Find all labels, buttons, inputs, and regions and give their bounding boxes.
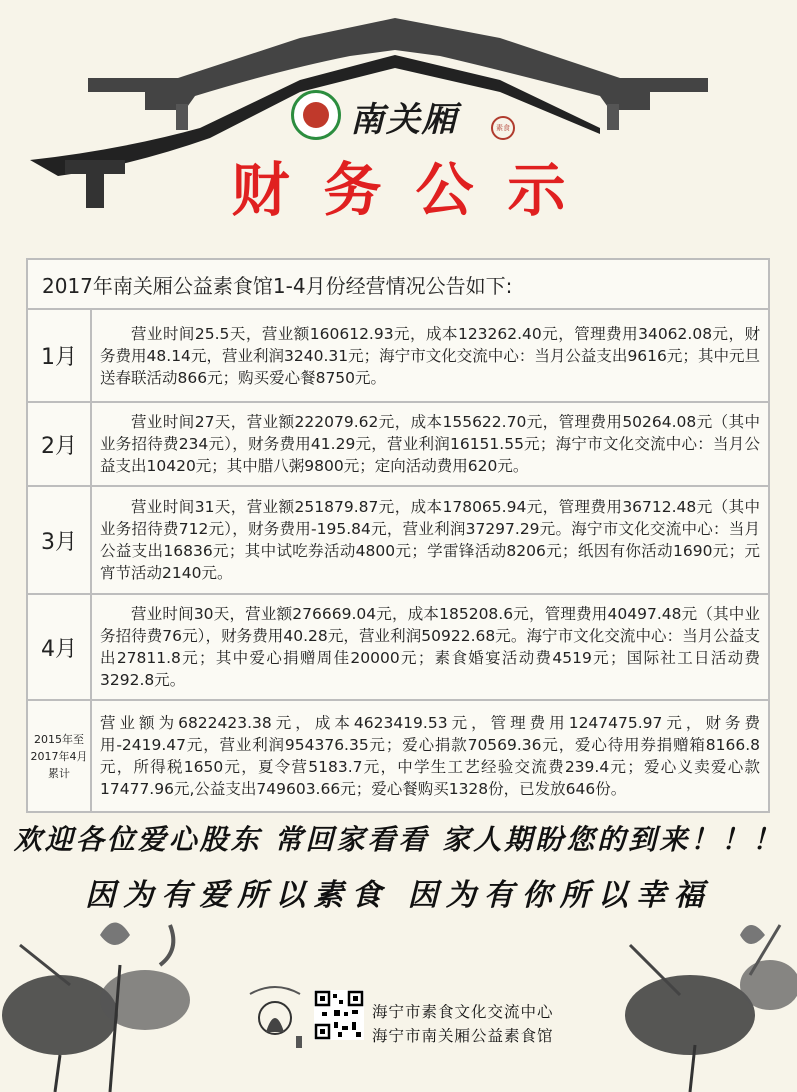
report-heading: 2017年南关厢公益素食馆1-4月份经营情况公告如下:	[27, 259, 769, 309]
brand-logo: 南关厢	[350, 100, 458, 140]
slogan-welcome: 欢迎各位爱心股东 常回家看看 家人期盼您的到来！！！	[13, 823, 784, 856]
table-row	[27, 402, 769, 486]
financial-report-table	[26, 258, 770, 813]
month-details: 营业时间27天，营业额222079.62元，成本155622.70元，管理费用50264.08元（其中业务招待费234元），财务费用41.29元，营业利润16151.55元；海宁市文化交流中心：当月公益支出10420元；其中腊八粥9800元；定向活动费用620元。	[91, 402, 769, 486]
cumulative-label-line: 2015年至	[34, 732, 84, 746]
table-row	[27, 594, 769, 700]
table-row	[27, 309, 769, 402]
seal-stamp: 素食	[491, 116, 515, 140]
org-name-restaurant: 海宁市南关厢公益素食馆	[372, 1027, 554, 1045]
report-header-row	[27, 259, 769, 309]
month-label: 2月	[27, 402, 91, 486]
month-label: 4月	[27, 594, 91, 700]
association-logo	[291, 90, 341, 140]
cumulative-details: 营业额为6822423.38元，成本4623419.53元，管理费用1247475.97元，财务费用-2419.47元，营业利润954376.35元；爱心捐款70569.36元，爱心待用券捐赠箱8166.8元，所得税1650元，夏令营5183.7元，中学生工艺经验交流费239.4元；爱心义卖爱心款17477.96元,公益支出749603.66元；爱心餐购买1328份，已发放646份。	[91, 700, 769, 812]
lotus-right-decoration	[600, 915, 797, 1092]
cumulative-label-line: 2017年4月	[30, 749, 88, 763]
cumulative-label-line: 累计	[48, 766, 70, 780]
vegetarian-logo	[244, 980, 306, 1052]
page-title: 财务公示	[231, 156, 600, 224]
cumulative-label	[27, 700, 91, 812]
table-row	[27, 486, 769, 594]
table-row	[27, 700, 769, 812]
slogan-love: 因为有爱所以素食 因为有你所以幸福	[85, 878, 712, 913]
org-name-culture-center: 海宁市素食文化交流中心	[372, 1003, 554, 1021]
lotus-left-decoration	[0, 905, 200, 1092]
month-details: 营业时间25.5天，营业额160612.93元，成本123262.40元，管理费用34062.08元，财务费用48.14元，营业利润3240.31元；海宁市文化交流中心：当月公益支出9616元；其中元旦送春联活动866元；购买爱心餐8750元。	[91, 309, 769, 402]
month-label: 3月	[27, 486, 91, 594]
qr-code[interactable]	[314, 990, 364, 1040]
month-label: 1月	[27, 309, 91, 402]
month-details: 营业时间30天，营业额276669.04元，成本185208.6元，管理费用40497.48元（其中业务招待费76元），财务费用40.28元，营业利润50922.68元。海宁市文化交流中心：当月公益支出27811.8元；其中爱心捐赠周佳20000元；素食婚宴活动费4519元；国际社工日活动费3292.8元。	[91, 594, 769, 700]
month-details: 营业时间31天，营业额251879.87元，成本178065.94元，管理费用36712.48元（其中业务招待费712元），财务费用-195.84元，营业利润37297.29元。海宁市文化交流中心：当月公益支出16836元；其中试吃券活动4800元；学雷锋活动8206元；纸因有你活动1690元；元宵节活动2140元。	[91, 486, 769, 594]
